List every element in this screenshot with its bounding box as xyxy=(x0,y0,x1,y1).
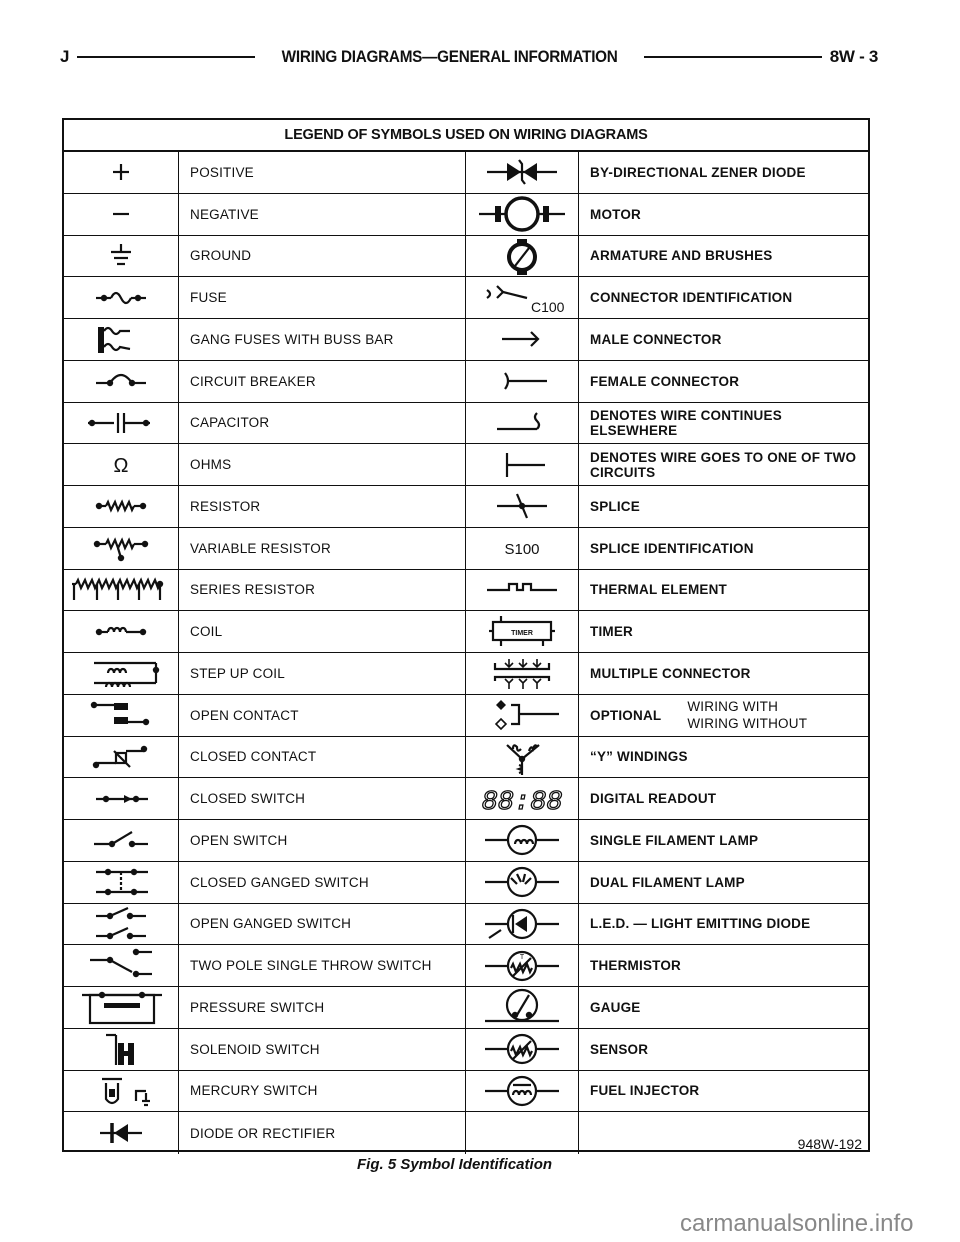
symbol-label: COIL xyxy=(190,624,223,640)
symbol-label: NEGATIVE xyxy=(190,206,259,222)
symbol-cell xyxy=(466,945,579,986)
legend-row xyxy=(64,570,868,612)
label-cell xyxy=(179,236,466,277)
header-section-letter: J xyxy=(60,47,70,66)
symbol-label: FUSE xyxy=(190,290,227,306)
label-cell xyxy=(179,987,466,1028)
symbol-cell xyxy=(64,987,179,1028)
legend-row xyxy=(64,862,868,904)
mercury-switch-icon xyxy=(66,1071,176,1111)
label-cell xyxy=(179,904,466,945)
symbol-cell xyxy=(466,904,579,945)
symbol-cell xyxy=(466,1029,579,1070)
solenoid-switch-icon xyxy=(66,1029,176,1069)
symbol-cell xyxy=(466,319,579,360)
legend-row xyxy=(64,695,868,737)
optional-without-label: WIRING WITHOUT xyxy=(687,716,808,732)
armature-icon xyxy=(467,236,577,276)
symbol-label: OPEN GANGED SWITCH xyxy=(190,916,352,932)
symbol-cell xyxy=(64,820,179,861)
two-pole-switch-icon xyxy=(66,946,176,986)
label-cell xyxy=(579,194,868,235)
negative-icon xyxy=(66,194,176,234)
optional-with-label: WIRING WITH xyxy=(687,699,779,715)
pressure-switch-icon xyxy=(66,987,176,1027)
symbol-cell xyxy=(64,1071,179,1112)
symbol-cell xyxy=(64,778,179,819)
symbol-cell xyxy=(466,737,579,778)
symbol-cell xyxy=(466,403,579,444)
symbol-cell xyxy=(466,528,579,569)
symbol-label: POSITIVE xyxy=(190,164,254,180)
symbol-label: TWO POLE SINGLE THROW SWITCH xyxy=(190,958,432,974)
thermal-element-icon xyxy=(467,570,577,610)
symbol-cell xyxy=(466,194,579,235)
legend-row xyxy=(64,194,868,236)
digital-readout-icon xyxy=(467,779,577,819)
symbol-label: BY-DIRECTIONAL ZENER DIODE xyxy=(590,164,806,180)
capacitor-icon xyxy=(66,403,176,443)
label-cell xyxy=(579,945,868,986)
zener-diode-icon xyxy=(467,152,577,192)
label-cell xyxy=(579,778,868,819)
optional-icon xyxy=(467,695,577,735)
symbol-label: THERMISTOR xyxy=(590,958,682,974)
symbol-label: L.E.D. — LIGHT EMITTING DIODE xyxy=(590,916,811,932)
symbol-label: MOTOR xyxy=(590,206,641,222)
symbol-label: MALE CONNECTOR xyxy=(590,331,722,347)
single-filament-lamp-icon xyxy=(467,820,577,860)
symbol-label: FUEL INJECTOR xyxy=(590,1083,700,1099)
symbol-cell xyxy=(64,737,179,778)
symbol-cell xyxy=(466,570,579,611)
symbol-label: CLOSED SWITCH xyxy=(190,791,306,807)
ground-icon xyxy=(66,236,176,276)
symbol-cell xyxy=(64,695,179,736)
symbol-cell xyxy=(64,653,179,694)
symbol-label: OHMS xyxy=(190,457,232,473)
symbol-label xyxy=(590,450,856,480)
page-number: 8W - 3 xyxy=(829,47,879,66)
label-cell xyxy=(579,1029,868,1070)
symbol-label: PRESSURE SWITCH xyxy=(190,999,325,1015)
symbol-label: CIRCUIT BREAKER xyxy=(190,373,316,389)
svg-text:TIMER: TIMER xyxy=(511,629,533,637)
label-cell xyxy=(179,695,466,736)
symbol-label: CLOSED GANGED SWITCH xyxy=(190,874,369,890)
symbol-cell xyxy=(64,403,179,444)
label-cell xyxy=(179,611,466,652)
legend-row xyxy=(64,277,868,319)
label-cell xyxy=(179,653,466,694)
closed-switch-icon xyxy=(66,779,176,819)
symbol-cell xyxy=(466,444,579,485)
header-title: WIRING DIAGRAMS—GENERAL INFORMATION xyxy=(281,47,618,66)
label-line: DENOTES WIRE GOES TO ONE OF TWO xyxy=(590,449,857,465)
multiple-connector-icon xyxy=(467,653,577,693)
symbol-cell xyxy=(466,611,579,652)
symbol-cell xyxy=(466,695,579,736)
symbol-label: GANG FUSES WITH BUSS BAR xyxy=(190,331,394,347)
variable-resistor-icon xyxy=(66,528,176,568)
symbol-label: OPEN CONTACT xyxy=(190,707,299,723)
open-ganged-switch-icon xyxy=(66,904,176,944)
symbol-label: DIGITAL READOUT xyxy=(590,791,717,807)
symbol-cell xyxy=(64,1112,179,1154)
label-cell xyxy=(579,695,868,736)
motor-icon xyxy=(467,194,577,234)
label-cell xyxy=(579,862,868,903)
dual-filament-lamp-icon xyxy=(467,862,577,902)
circuit-breaker-icon xyxy=(66,361,176,401)
symbol-label: CLOSED CONTACT xyxy=(190,749,317,765)
label-cell xyxy=(179,778,466,819)
svg-text:Ω: Ω xyxy=(113,454,129,477)
symbol-label: GROUND xyxy=(190,248,252,264)
symbol-label: MERCURY SWITCH xyxy=(190,1083,318,1099)
legend-row xyxy=(64,1071,868,1113)
legend-row xyxy=(64,236,868,278)
legend-row xyxy=(64,945,868,987)
symbol-cell xyxy=(466,486,579,527)
symbol-label: SPLICE IDENTIFICATION xyxy=(590,540,754,556)
symbol-cell xyxy=(64,945,179,986)
legend-row xyxy=(64,778,868,820)
thermistor-icon xyxy=(467,946,577,986)
legend-row xyxy=(64,361,868,403)
symbol-legend-table xyxy=(62,118,870,1152)
symbol-label: SINGLE FILAMENT LAMP xyxy=(590,832,759,848)
figure-code: 948W-192 xyxy=(797,1136,862,1152)
open-contact-icon xyxy=(66,695,176,735)
label-cell xyxy=(179,1112,466,1154)
label-cell xyxy=(579,236,868,277)
symbol-cell xyxy=(466,862,579,903)
label-cell xyxy=(179,361,466,402)
legend-row xyxy=(64,152,868,194)
legend-row xyxy=(64,1029,868,1071)
y-windings-icon xyxy=(467,737,577,777)
symbol-label: FEMALE CONNECTOR xyxy=(590,373,740,389)
led-icon xyxy=(467,904,577,944)
symbol-cell xyxy=(466,277,579,318)
label-cell xyxy=(179,403,466,444)
label-cell xyxy=(179,277,466,318)
label-cell xyxy=(179,820,466,861)
wire-continues-icon xyxy=(467,403,577,443)
label-cell xyxy=(579,653,868,694)
legend-row xyxy=(64,444,868,486)
optional-sublabels xyxy=(687,698,807,732)
legend-rows xyxy=(64,152,868,1154)
symbol-label: RESISTOR xyxy=(190,498,261,514)
symbol-cell xyxy=(64,152,179,193)
splice-icon xyxy=(467,486,577,526)
symbol-cell xyxy=(466,152,579,193)
open-switch-icon xyxy=(66,820,176,860)
ohms-icon xyxy=(66,445,176,485)
symbol-cell xyxy=(64,277,179,318)
legend-row xyxy=(64,987,868,1029)
label-cell xyxy=(579,737,868,778)
svg-text:C100: C100 xyxy=(531,298,565,315)
header-rule xyxy=(77,56,255,58)
svg-text:88:88: 88:88 xyxy=(481,787,563,818)
label-cell xyxy=(179,319,466,360)
legend-row xyxy=(64,1112,868,1154)
female-connector-icon xyxy=(467,361,577,401)
symbol-label: CAPACITOR xyxy=(190,415,270,431)
label-cell xyxy=(579,987,868,1028)
label-cell xyxy=(579,486,868,527)
symbol-cell xyxy=(64,361,179,402)
label-cell xyxy=(579,1112,868,1154)
label-cell xyxy=(179,862,466,903)
symbol-cell xyxy=(466,653,579,694)
label-cell xyxy=(579,904,868,945)
symbol-label: “Y” WINDINGS xyxy=(590,749,688,765)
symbol-cell xyxy=(466,987,579,1028)
coil-icon xyxy=(66,612,176,652)
label-cell xyxy=(579,444,868,485)
diode-icon xyxy=(66,1113,176,1153)
label-cell xyxy=(179,737,466,778)
page-header xyxy=(60,44,878,70)
symbol-label: OPEN SWITCH xyxy=(190,832,288,848)
label-cell xyxy=(579,1071,868,1112)
label-cell xyxy=(579,611,868,652)
symbol-cell xyxy=(64,904,179,945)
symbol-cell xyxy=(466,820,579,861)
symbol-label: MULTIPLE CONNECTOR xyxy=(590,665,751,681)
resistor-icon xyxy=(66,486,176,526)
label-cell xyxy=(579,403,868,444)
symbol-cell xyxy=(64,194,179,235)
svg-text:T: T xyxy=(519,953,525,961)
symbol-label: OPTIONAL xyxy=(590,707,662,723)
gauge-icon xyxy=(467,987,577,1027)
symbol-label: VARIABLE RESISTOR xyxy=(190,540,331,556)
legend-row xyxy=(64,820,868,862)
wire-two-circuits-icon xyxy=(467,445,577,485)
label-cell xyxy=(179,444,466,485)
label-cell xyxy=(179,152,466,193)
symbol-cell xyxy=(64,486,179,527)
symbol-label: ARMATURE AND BRUSHES xyxy=(590,248,773,264)
symbol-label: DUAL FILAMENT LAMP xyxy=(590,874,745,890)
legend-row xyxy=(64,486,868,528)
label-cell xyxy=(179,486,466,527)
label-cell xyxy=(579,361,868,402)
legend-title: LEGEND OF SYMBOLS USED ON WIRING DIAGRAMS xyxy=(64,120,868,152)
symbol-label: SERIES RESISTOR xyxy=(190,582,316,598)
legend-row xyxy=(64,611,868,653)
symbol-label: DIODE OR RECTIFIER xyxy=(190,1125,336,1141)
label-cell xyxy=(579,277,868,318)
legend-row xyxy=(64,319,868,361)
label-cell xyxy=(179,1071,466,1112)
symbol-cell xyxy=(64,236,179,277)
legend-row xyxy=(64,653,868,695)
symbol-cell xyxy=(64,570,179,611)
symbol-cell xyxy=(64,444,179,485)
symbol-cell xyxy=(466,236,579,277)
positive-icon xyxy=(66,152,176,192)
symbol-label: SOLENOID SWITCH xyxy=(190,1041,320,1057)
symbol-label: SPLICE xyxy=(590,498,640,514)
symbol-cell xyxy=(64,611,179,652)
label-line: ELSEWHERE xyxy=(590,422,678,438)
label-cell xyxy=(579,820,868,861)
header-rule xyxy=(644,56,822,58)
step-up-coil-icon xyxy=(66,653,176,693)
symbol-cell xyxy=(64,1029,179,1070)
symbol-label: SENSOR xyxy=(590,1041,649,1057)
label-cell xyxy=(579,570,868,611)
gang-fuses-icon xyxy=(66,319,176,359)
closed-contact-icon xyxy=(66,737,176,777)
svg-text:S100: S100 xyxy=(504,541,540,559)
symbol-label: THERMAL ELEMENT xyxy=(590,582,727,598)
symbol-label xyxy=(590,408,782,438)
label-cell xyxy=(179,570,466,611)
symbol-label: TIMER xyxy=(590,624,633,640)
symbol-cell xyxy=(466,1071,579,1112)
label-cell xyxy=(179,945,466,986)
label-cell xyxy=(179,194,466,235)
label-cell xyxy=(579,152,868,193)
symbol-cell xyxy=(64,862,179,903)
optional-label-group xyxy=(590,698,868,732)
series-resistor-icon xyxy=(66,570,176,610)
closed-ganged-switch-icon xyxy=(66,862,176,902)
label-cell xyxy=(179,528,466,569)
figure-caption: Fig. 5 Symbol Identification xyxy=(357,1156,553,1173)
symbol-label: GAUGE xyxy=(590,999,641,1015)
symbol-cell xyxy=(466,778,579,819)
symbol-label: CONNECTOR IDENTIFICATION xyxy=(590,290,793,306)
label-line: CIRCUITS xyxy=(590,464,656,480)
symbol-cell xyxy=(64,528,179,569)
symbol-label: STEP UP COIL xyxy=(190,665,285,681)
legend-row xyxy=(64,737,868,779)
connector-id-icon xyxy=(467,278,577,318)
male-connector-icon xyxy=(467,319,577,359)
fuel-injector-icon xyxy=(467,1071,577,1111)
legend-row xyxy=(64,403,868,445)
legend-row xyxy=(64,528,868,570)
symbol-cell xyxy=(64,319,179,360)
symbol-cell xyxy=(466,361,579,402)
label-cell xyxy=(179,1029,466,1070)
sensor-icon xyxy=(467,1029,577,1069)
symbol-cell xyxy=(466,1112,579,1154)
watermark: carmanualsonline.info xyxy=(680,1210,914,1237)
fuse-icon xyxy=(66,278,176,318)
splice-id-text xyxy=(467,528,577,568)
label-cell xyxy=(579,319,868,360)
legend-row xyxy=(64,904,868,946)
label-cell xyxy=(579,528,868,569)
timer-icon xyxy=(467,612,577,652)
label-line: DENOTES WIRE CONTINUES xyxy=(590,407,782,423)
